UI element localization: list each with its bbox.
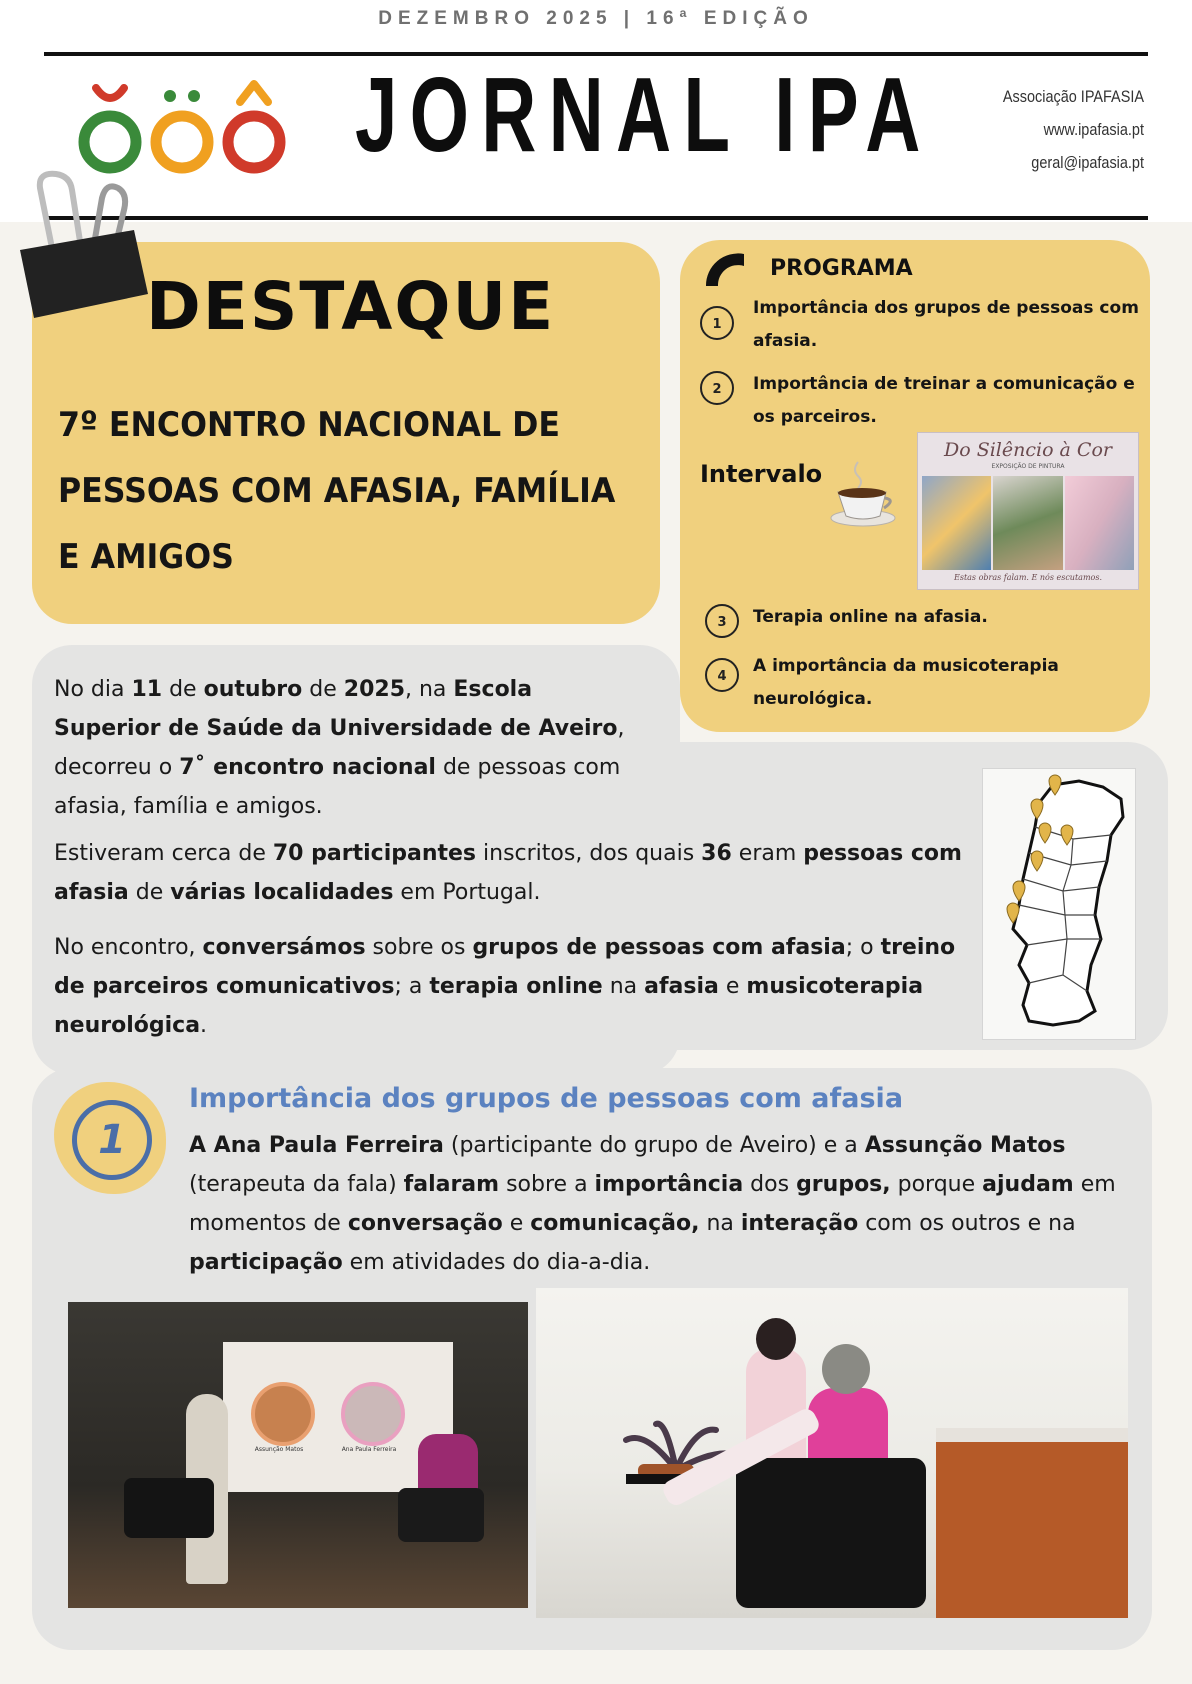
contact-website[interactable]: www.ipafasia.pt	[1043, 120, 1144, 139]
programa-item-text: Terapia online na afasia.	[753, 607, 988, 627]
poster-photo	[1065, 476, 1134, 570]
text-run: várias localidades	[170, 880, 394, 905]
destaque-subtitle-line: 7º ENCONTRO NACIONAL DE	[58, 405, 560, 445]
text-run: eram	[731, 841, 804, 866]
text-run: .	[200, 1013, 208, 1038]
slide-name: Ana Paula Ferreira	[341, 1446, 397, 1453]
section-1-text	[189, 1126, 1134, 1282]
text-run: pessoas com afasia	[54, 841, 962, 905]
text-run: , na	[405, 677, 454, 702]
portugal-map	[982, 768, 1136, 1040]
text-run: de pessoas com afasia, família e amigos.	[54, 755, 621, 819]
destaque-title: DESTAQUE	[146, 268, 556, 345]
text-run: ; o	[845, 935, 881, 960]
text-run: Assunção Matos	[864, 1133, 1066, 1158]
coffee-cup-icon	[830, 458, 896, 528]
text-run: de	[302, 677, 344, 702]
destaque-subtitle	[58, 392, 616, 590]
programa-item-3	[753, 601, 1143, 634]
text-run: interação	[740, 1211, 859, 1236]
contact-email[interactable]: geral@ipafasia.pt	[1031, 153, 1144, 172]
intervalo-label: Intervalo	[700, 460, 823, 488]
text-run: musicoterapia neurológica	[54, 974, 924, 1038]
text-run: 70 participantes	[272, 841, 477, 866]
programa-number-1: 1	[700, 306, 734, 340]
masthead-title: JORNAL IPA	[355, 56, 933, 174]
text-run: em atividades do dia-a-dia.	[342, 1250, 651, 1275]
contact-block	[1003, 80, 1144, 179]
text-run: (participante do grupo de Aveiro) e a	[443, 1133, 865, 1158]
programa-item-text: A importância da musicoterapia	[753, 656, 1059, 676]
text-run: sobre os	[365, 935, 473, 960]
text-run: dos	[743, 1172, 797, 1197]
text-run: em Portugal.	[393, 880, 541, 905]
armchair	[736, 1458, 926, 1608]
destaque-subtitle-line: E AMIGOS	[58, 537, 234, 577]
text-run: comunicação,	[530, 1211, 700, 1236]
programa-title: PROGRAMA	[770, 256, 913, 281]
edition-line: DEZEMBRO 2025 | 16ª EDIÇÃO	[378, 8, 814, 29]
logo	[72, 78, 292, 178]
text-run: A Ana Paula Ferreira	[189, 1133, 444, 1158]
intro-paragraph-3	[54, 928, 984, 1045]
programa-item-text: Importância de treinar a comunicação e	[753, 374, 1135, 394]
exhibition-poster	[917, 432, 1139, 590]
section-1-title: Importância dos grupos de pessoas com afasia	[189, 1083, 904, 1114]
text-run: na	[699, 1211, 741, 1236]
text-run: e	[502, 1211, 531, 1236]
text-run: importância	[594, 1172, 744, 1197]
slide-name: Assunção Matos	[254, 1446, 304, 1453]
text-run: em momentos de	[189, 1172, 1116, 1236]
armchair	[398, 1488, 484, 1542]
intro-paragraph-1	[54, 670, 644, 826]
text-run: grupos de pessoas com afasia	[472, 935, 846, 960]
poster-caption: Estas obras falam. E nós escutamos.	[954, 573, 1102, 582]
armchair	[124, 1478, 214, 1538]
text-run: 7˚ encontro nacional	[179, 755, 436, 780]
text-run: e	[718, 974, 747, 999]
logo-mark	[72, 78, 292, 178]
binder-clip-icon	[16, 168, 150, 318]
poster-title: Do Silêncio à Cor	[944, 439, 1112, 461]
text-run: com os outros e na	[858, 1211, 1076, 1236]
text-run: na	[602, 974, 645, 999]
text-run: conversámos	[202, 935, 366, 960]
photo-presentation	[68, 1302, 528, 1608]
poster-subtitle: EXPOSIÇÃO DE PINTURA	[991, 463, 1065, 470]
text-run: porque	[890, 1172, 983, 1197]
poster-collage	[922, 476, 1134, 570]
programa-item-text: neurológica.	[753, 689, 873, 709]
text-run: 2025	[343, 677, 405, 702]
text-run: terapia online	[429, 974, 603, 999]
programa-number-3: 3	[705, 604, 739, 638]
text-run: ajudam	[982, 1172, 1074, 1197]
text-run: No encontro,	[54, 935, 203, 960]
contact-org: Associação IPAFASIA	[1002, 87, 1144, 106]
programa-item-1	[753, 292, 1143, 358]
programa-item-4	[753, 650, 1143, 716]
text-run: (terapeuta da fala)	[189, 1172, 404, 1197]
head	[822, 1344, 870, 1394]
text-run: outubro	[203, 677, 303, 702]
programa-item-text: afasia.	[753, 331, 818, 351]
text-run: grupos,	[796, 1172, 891, 1197]
text-run: , decorreu o	[54, 716, 625, 780]
intro-paragraph-2	[54, 834, 984, 912]
poster-photo	[922, 476, 991, 570]
text-run: ; a	[394, 974, 430, 999]
slide-portrait	[251, 1382, 315, 1446]
text-run: Escola Superior de Saúde da Universidade de Aveiro	[54, 677, 618, 741]
programa-item-text: Importância dos grupos de pessoas com	[753, 298, 1139, 318]
text-run: de	[128, 880, 171, 905]
lectern-top	[936, 1428, 1128, 1442]
slide-portrait	[341, 1382, 405, 1446]
section-1-number: 1	[72, 1100, 152, 1180]
bottom-rule	[44, 216, 1148, 220]
poster-photo	[993, 476, 1062, 570]
head	[756, 1318, 796, 1360]
text-run: 11	[131, 677, 163, 702]
text-run: afasia	[644, 974, 719, 999]
photo-speakers	[536, 1288, 1128, 1618]
programa-item-2	[753, 368, 1143, 434]
text-run: de	[162, 677, 204, 702]
lectern	[936, 1438, 1128, 1618]
text-run: conversação	[347, 1211, 503, 1236]
text-run: 36	[701, 841, 732, 866]
destaque-subtitle-line: PESSOAS COM AFASIA, FAMÍLIA	[58, 471, 616, 511]
text-run: participação	[189, 1250, 343, 1275]
text-run: inscritos, dos quais	[476, 841, 702, 866]
text-run: Estiveram cerca de	[54, 841, 273, 866]
text-run: No dia	[54, 677, 132, 702]
text-run: sobre a	[499, 1172, 595, 1197]
text-run: falaram	[403, 1172, 500, 1197]
programa-number-2: 2	[700, 371, 734, 405]
programa-number-4: 4	[705, 658, 739, 692]
text-run: treino de parceiros comunicativos	[54, 935, 956, 999]
programa-item-text: os parceiros.	[753, 407, 877, 427]
quarter-circle-icon	[704, 252, 746, 288]
